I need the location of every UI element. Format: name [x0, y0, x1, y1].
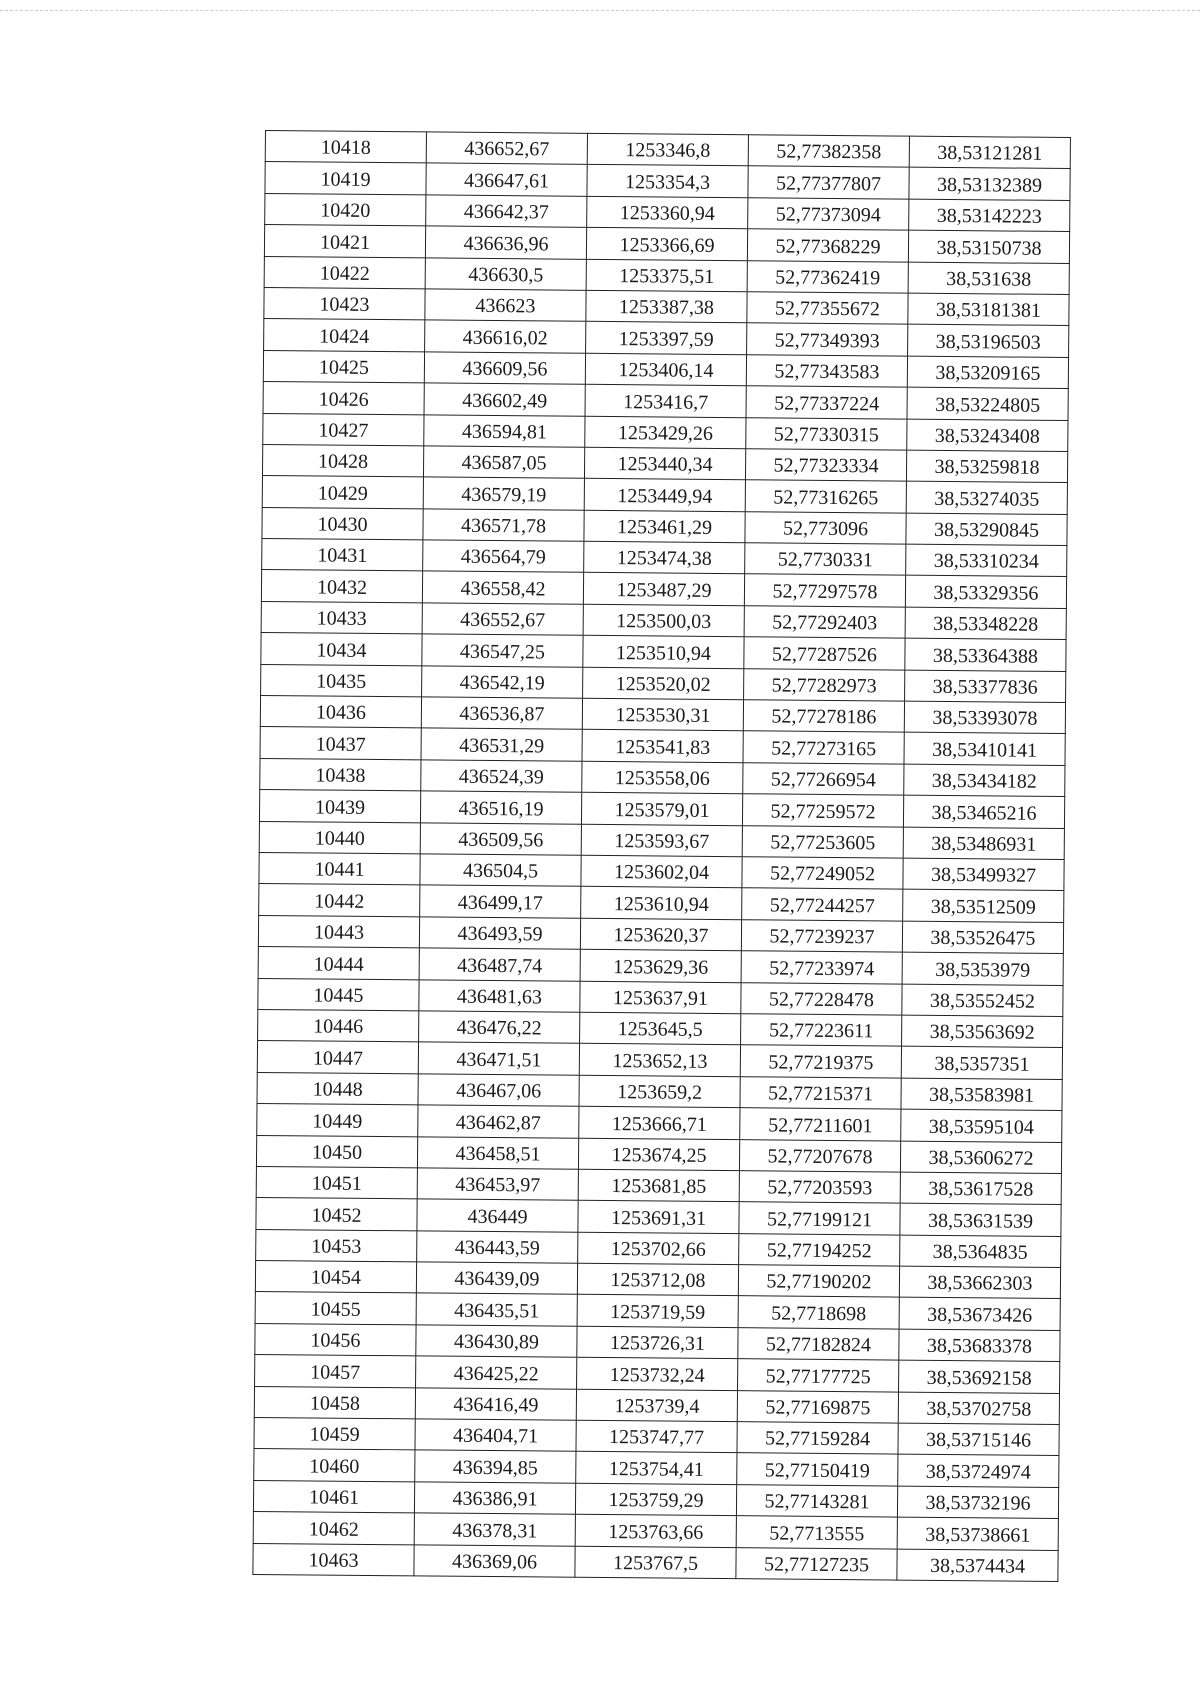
point-number-cell: 10434: [261, 633, 422, 666]
x-coordinate-cell: 436476,22: [419, 1011, 580, 1044]
point-number-cell: 10438: [260, 758, 421, 791]
y-coordinate-cell: 1253429,26: [585, 416, 746, 449]
y-coordinate-cell: 1253610,94: [581, 887, 742, 920]
y-coordinate-cell: 1253691,31: [578, 1201, 739, 1234]
latitude-cell: 52,77169875: [737, 1390, 898, 1423]
y-coordinate-cell: 1253487,29: [583, 573, 744, 606]
x-coordinate-cell: 436602,49: [424, 383, 585, 416]
point-number-cell: 10440: [259, 821, 420, 854]
latitude-cell: 52,77228478: [741, 982, 902, 1015]
point-number-cell: 10439: [259, 790, 420, 823]
latitude-cell: 52,77282973: [744, 668, 905, 701]
y-coordinate-cell: 1253652,13: [579, 1044, 740, 1077]
latitude-cell: 52,77323334: [745, 449, 906, 482]
latitude-cell: 52,7713555: [736, 1516, 897, 1549]
latitude-cell: 52,77292403: [744, 606, 905, 639]
y-coordinate-cell: 1253593,67: [581, 824, 742, 857]
y-coordinate-cell: 1253767,5: [575, 1546, 736, 1579]
latitude-cell: 52,77215371: [740, 1076, 901, 1109]
y-coordinate-cell: 1253500,03: [583, 604, 744, 637]
longitude-cell: 38,53132389: [909, 168, 1070, 201]
x-coordinate-cell: 436443,59: [417, 1231, 578, 1264]
longitude-cell: 38,53499327: [903, 858, 1064, 891]
point-number-cell: 10457: [255, 1355, 416, 1388]
point-number-cell: 10424: [264, 319, 425, 352]
coordinates-table-body: [253, 131, 1071, 1582]
latitude-cell: 52,773096: [745, 511, 906, 544]
point-number-cell: 10451: [256, 1166, 417, 1199]
y-coordinate-cell: 1253375,51: [586, 259, 747, 292]
latitude-cell: 52,77182824: [738, 1328, 899, 1361]
y-coordinate-cell: 1253659,2: [579, 1075, 740, 1108]
point-number-cell: 10432: [261, 570, 422, 603]
point-number-cell: 10453: [256, 1229, 417, 1262]
x-coordinate-cell: 436609,56: [424, 352, 585, 385]
longitude-cell: 38,5364835: [900, 1235, 1061, 1268]
longitude-cell: 38,53310234: [906, 544, 1067, 577]
latitude-cell: 52,77287526: [744, 637, 905, 670]
latitude-cell: 52,77337224: [746, 386, 907, 419]
point-number-cell: 10433: [261, 601, 422, 634]
longitude-cell: 38,53631539: [900, 1203, 1061, 1236]
point-number-cell: 10435: [261, 664, 422, 697]
x-coordinate-cell: 436449: [417, 1199, 578, 1232]
latitude-cell: 52,77239237: [741, 919, 902, 952]
latitude-cell: 52,77127235: [736, 1547, 897, 1580]
longitude-cell: 38,53434182: [904, 764, 1065, 797]
x-coordinate-cell: 436378,31: [414, 1513, 575, 1546]
point-number-cell: 10444: [258, 947, 419, 980]
x-coordinate-cell: 436630,5: [425, 257, 586, 290]
point-number-cell: 10461: [253, 1480, 414, 1513]
longitude-cell: 38,53181381: [908, 293, 1069, 326]
point-number-cell: 10422: [264, 256, 425, 289]
latitude-cell: 52,77330315: [746, 417, 907, 450]
point-number-cell: 10425: [263, 350, 424, 383]
x-coordinate-cell: 436499,17: [420, 885, 581, 918]
y-coordinate-cell: 1253360,94: [587, 196, 748, 229]
latitude-cell: 52,77266954: [743, 763, 904, 796]
x-coordinate-cell: 436594,81: [424, 414, 585, 447]
longitude-cell: 38,53692158: [899, 1360, 1060, 1393]
x-coordinate-cell: 436416,49: [415, 1387, 576, 1420]
scan-edge-line: [0, 10, 1200, 11]
x-coordinate-cell: 436558,42: [422, 571, 583, 604]
x-coordinate-cell: 436467,06: [418, 1074, 579, 1107]
longitude-cell: 38,53196503: [908, 324, 1069, 357]
x-coordinate-cell: 436430,89: [416, 1325, 577, 1358]
y-coordinate-cell: 1253747,77: [576, 1420, 737, 1453]
latitude-cell: 52,77278186: [743, 700, 904, 733]
y-coordinate-cell: 1253759,29: [575, 1483, 736, 1516]
point-number-cell: 10454: [255, 1261, 416, 1294]
x-coordinate-cell: 436616,02: [425, 320, 586, 353]
longitude-cell: 38,53617528: [900, 1172, 1061, 1205]
x-coordinate-cell: 436439,09: [416, 1262, 577, 1295]
longitude-cell: 38,53224805: [907, 387, 1068, 420]
longitude-cell: 38,53259818: [906, 450, 1067, 483]
point-number-cell: 10460: [254, 1449, 415, 1482]
y-coordinate-cell: 1253763,66: [575, 1514, 736, 1547]
point-number-cell: 10442: [259, 884, 420, 917]
y-coordinate-cell: 1253520,02: [583, 667, 744, 700]
latitude-cell: 52,77249052: [742, 857, 903, 890]
point-number-cell: 10421: [264, 225, 425, 258]
latitude-cell: 52,77362419: [747, 260, 908, 293]
x-coordinate-cell: 436652,67: [426, 132, 587, 165]
point-number-cell: 10445: [258, 978, 419, 1011]
longitude-cell: 38,53512509: [903, 889, 1064, 922]
longitude-cell: 38,53410141: [904, 733, 1065, 766]
point-number-cell: 10423: [264, 287, 425, 320]
y-coordinate-cell: 1253602,04: [581, 855, 742, 888]
longitude-cell: 38,53348228: [905, 607, 1066, 640]
y-coordinate-cell: 1253366,69: [586, 227, 747, 260]
longitude-cell: 38,53732196: [897, 1486, 1058, 1519]
x-coordinate-cell: 436547,25: [422, 634, 583, 667]
longitude-cell: 38,53662303: [899, 1266, 1060, 1299]
point-number-cell: 10459: [254, 1417, 415, 1450]
y-coordinate-cell: 1253558,06: [582, 761, 743, 794]
point-number-cell: 10441: [259, 852, 420, 885]
latitude-cell: 52,77219375: [740, 1045, 901, 1078]
x-coordinate-cell: 436647,61: [426, 163, 587, 196]
latitude-cell: 52,77273165: [743, 731, 904, 764]
x-coordinate-cell: 436504,5: [420, 854, 581, 887]
x-coordinate-cell: 436509,56: [420, 822, 581, 855]
x-coordinate-cell: 436642,37: [426, 195, 587, 228]
point-number-cell: 10437: [260, 727, 421, 760]
longitude-cell: 38,53683378: [899, 1329, 1060, 1362]
x-coordinate-cell: 436623: [425, 289, 586, 322]
x-coordinate-cell: 436462,87: [418, 1105, 579, 1138]
longitude-cell: 38,53673426: [899, 1298, 1060, 1331]
latitude-cell: 52,77244257: [742, 888, 903, 921]
y-coordinate-cell: 1253346,8: [587, 133, 748, 166]
latitude-cell: 52,77203593: [739, 1171, 900, 1204]
longitude-cell: 38,53274035: [906, 481, 1067, 514]
y-coordinate-cell: 1253754,41: [576, 1452, 737, 1485]
y-coordinate-cell: 1253726,31: [577, 1326, 738, 1359]
x-coordinate-cell: 436453,97: [417, 1168, 578, 1201]
longitude-cell: 38,53583981: [901, 1078, 1062, 1111]
longitude-cell: 38,53465216: [903, 795, 1064, 828]
longitude-cell: 38,53121281: [909, 136, 1070, 169]
longitude-cell: 38,53364388: [905, 638, 1066, 671]
y-coordinate-cell: 1253541,83: [582, 730, 743, 763]
x-coordinate-cell: 436542,19: [422, 666, 583, 699]
x-coordinate-cell: 436552,67: [422, 603, 583, 636]
x-coordinate-cell: 436369,06: [414, 1544, 575, 1577]
latitude-cell: 52,77373094: [748, 197, 909, 230]
longitude-cell: 38,53606272: [900, 1141, 1061, 1174]
y-coordinate-cell: 1253637,91: [580, 981, 741, 1014]
longitude-cell: 38,53715146: [898, 1423, 1059, 1456]
y-coordinate-cell: 1253579,01: [581, 792, 742, 825]
latitude-cell: 52,77199121: [739, 1202, 900, 1235]
x-coordinate-cell: 436579,19: [423, 477, 584, 510]
x-coordinate-cell: 436471,51: [418, 1042, 579, 1075]
y-coordinate-cell: 1253712,08: [577, 1263, 738, 1296]
point-number-cell: 10458: [254, 1386, 415, 1419]
point-number-cell: 10450: [256, 1135, 417, 1168]
latitude-cell: 52,77382358: [748, 135, 909, 168]
point-number-cell: 10427: [263, 413, 424, 446]
coordinates-table: [252, 130, 1071, 1582]
point-number-cell: 10456: [255, 1323, 416, 1356]
latitude-cell: 52,77194252: [739, 1233, 900, 1266]
y-coordinate-cell: 1253732,24: [577, 1358, 738, 1391]
table-row: [253, 1543, 1058, 1581]
x-coordinate-cell: 436564,79: [423, 540, 584, 573]
longitude-cell: 38,53142223: [909, 199, 1070, 232]
point-number-cell: 10420: [265, 193, 426, 226]
x-coordinate-cell: 436425,22: [416, 1356, 577, 1389]
longitude-cell: 38,53486931: [903, 827, 1064, 860]
longitude-cell: 38,53738661: [897, 1517, 1058, 1550]
y-coordinate-cell: 1253416,7: [585, 384, 746, 417]
y-coordinate-cell: 1253719,59: [577, 1295, 738, 1328]
point-number-cell: 10426: [263, 382, 424, 415]
point-number-cell: 10429: [262, 476, 423, 509]
latitude-cell: 52,77377807: [748, 166, 909, 199]
y-coordinate-cell: 1253681,85: [578, 1169, 739, 1202]
point-number-cell: 10449: [257, 1104, 418, 1137]
longitude-cell: 38,5357351: [901, 1046, 1062, 1079]
latitude-cell: 52,77259572: [742, 794, 903, 827]
y-coordinate-cell: 1253620,37: [580, 918, 741, 951]
y-coordinate-cell: 1253354,3: [587, 165, 748, 198]
y-coordinate-cell: 1253474,38: [584, 541, 745, 574]
longitude-cell: 38,53595104: [901, 1109, 1062, 1142]
longitude-cell: 38,53563692: [902, 1015, 1063, 1048]
latitude-cell: 52,77316265: [745, 480, 906, 513]
y-coordinate-cell: 1253629,36: [580, 949, 741, 982]
latitude-cell: 52,77159284: [737, 1422, 898, 1455]
longitude-cell: 38,531638: [908, 262, 1069, 295]
x-coordinate-cell: 436636,96: [425, 226, 586, 259]
x-coordinate-cell: 436587,05: [423, 446, 584, 479]
x-coordinate-cell: 436404,71: [415, 1419, 576, 1452]
longitude-cell: 38,53243408: [907, 419, 1068, 452]
x-coordinate-cell: 436386,91: [414, 1482, 575, 1515]
x-coordinate-cell: 436458,51: [417, 1136, 578, 1169]
x-coordinate-cell: 436571,78: [423, 509, 584, 542]
point-number-cell: 10462: [253, 1512, 414, 1545]
x-coordinate-cell: 436481,63: [419, 979, 580, 1012]
longitude-cell: 38,53724974: [898, 1454, 1059, 1487]
y-coordinate-cell: 1253406,14: [585, 353, 746, 386]
longitude-cell: 38,53393078: [904, 701, 1065, 734]
longitude-cell: 38,53150738: [908, 230, 1069, 263]
x-coordinate-cell: 436524,39: [421, 760, 582, 793]
x-coordinate-cell: 436516,19: [420, 791, 581, 824]
point-number-cell: 10448: [257, 1072, 418, 1105]
latitude-cell: 52,77150419: [737, 1453, 898, 1486]
latitude-cell: 52,7730331: [745, 543, 906, 576]
y-coordinate-cell: 1253739,4: [576, 1389, 737, 1422]
point-number-cell: 10436: [260, 696, 421, 729]
latitude-cell: 52,77349393: [747, 323, 908, 356]
longitude-cell: 38,53290845: [906, 513, 1067, 546]
y-coordinate-cell: 1253645,5: [580, 1012, 741, 1045]
longitude-cell: 38,53377836: [905, 670, 1066, 703]
longitude-cell: 38,53209165: [907, 356, 1068, 389]
x-coordinate-cell: 436487,74: [419, 948, 580, 981]
longitude-cell: 38,53329356: [905, 576, 1066, 609]
point-number-cell: 10430: [262, 507, 423, 540]
point-number-cell: 10428: [262, 444, 423, 477]
y-coordinate-cell: 1253387,38: [586, 290, 747, 323]
y-coordinate-cell: 1253674,25: [578, 1138, 739, 1171]
latitude-cell: 52,77253605: [742, 825, 903, 858]
y-coordinate-cell: 1253530,31: [582, 698, 743, 731]
latitude-cell: 52,77233974: [741, 951, 902, 984]
x-coordinate-cell: 436536,87: [421, 697, 582, 730]
y-coordinate-cell: 1253461,29: [584, 510, 745, 543]
x-coordinate-cell: 436531,29: [421, 728, 582, 761]
latitude-cell: 52,77190202: [738, 1265, 899, 1298]
latitude-cell: 52,77207678: [739, 1139, 900, 1172]
point-number-cell: 10443: [258, 915, 419, 948]
x-coordinate-cell: 436493,59: [419, 917, 580, 950]
point-number-cell: 10452: [256, 1198, 417, 1231]
x-coordinate-cell: 436394,85: [415, 1450, 576, 1483]
latitude-cell: 52,77355672: [747, 292, 908, 325]
longitude-cell: 38,53552452: [902, 984, 1063, 1017]
point-number-cell: 10455: [255, 1292, 416, 1325]
point-number-cell: 10446: [258, 1009, 419, 1042]
longitude-cell: 38,53526475: [902, 921, 1063, 954]
y-coordinate-cell: 1253510,94: [583, 636, 744, 669]
y-coordinate-cell: 1253440,34: [584, 447, 745, 480]
longitude-cell: 38,53702758: [898, 1392, 1059, 1425]
longitude-cell: 38,5353979: [902, 952, 1063, 985]
latitude-cell: 52,77211601: [740, 1108, 901, 1141]
point-number-cell: 10431: [262, 539, 423, 572]
y-coordinate-cell: 1253397,59: [586, 322, 747, 355]
y-coordinate-cell: 1253666,71: [579, 1106, 740, 1139]
latitude-cell: 52,77368229: [747, 229, 908, 262]
y-coordinate-cell: 1253702,66: [578, 1232, 739, 1265]
latitude-cell: 52,77143281: [736, 1484, 897, 1517]
point-number-cell: 10447: [257, 1041, 418, 1074]
y-coordinate-cell: 1253449,94: [584, 479, 745, 512]
point-number-cell: 10463: [253, 1543, 414, 1576]
latitude-cell: 52,77223611: [741, 1014, 902, 1047]
point-number-cell: 10418: [265, 131, 426, 164]
latitude-cell: 52,77297578: [744, 574, 905, 607]
latitude-cell: 52,77343583: [746, 354, 907, 387]
x-coordinate-cell: 436435,51: [416, 1293, 577, 1326]
longitude-cell: 38,5374434: [897, 1549, 1058, 1582]
latitude-cell: 52,7718698: [738, 1296, 899, 1329]
point-number-cell: 10419: [265, 162, 426, 195]
latitude-cell: 52,77177725: [738, 1359, 899, 1392]
